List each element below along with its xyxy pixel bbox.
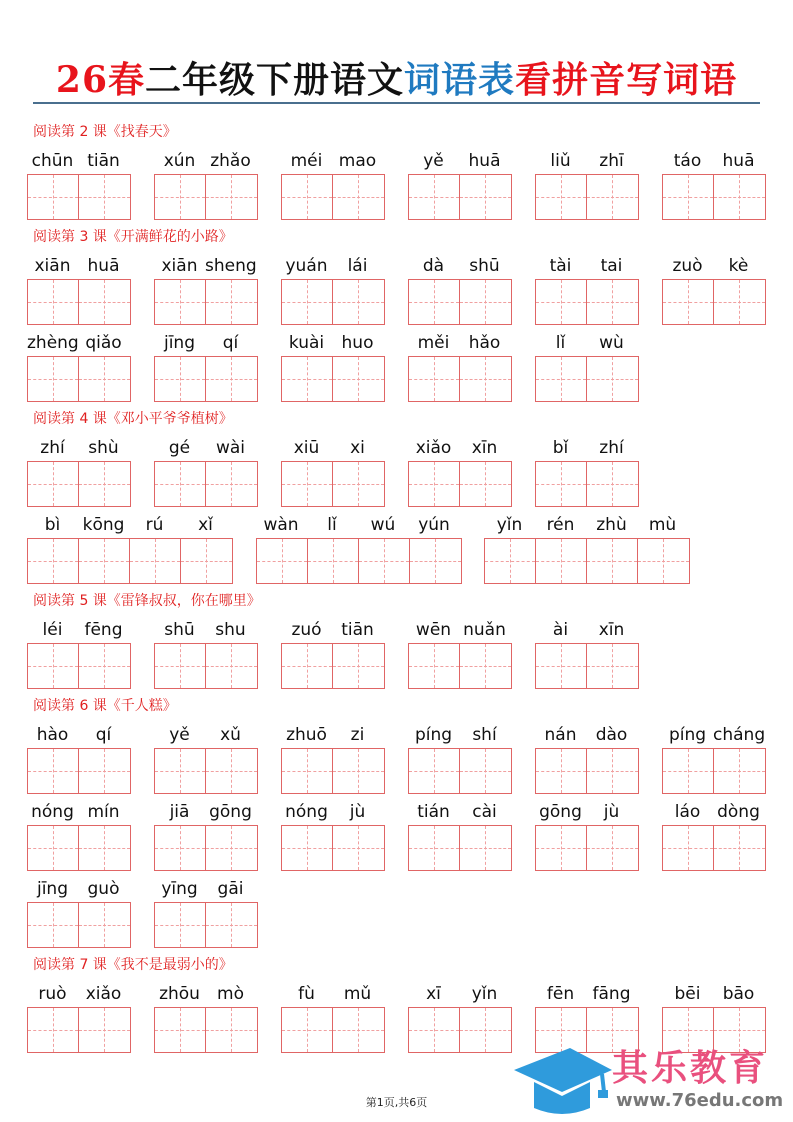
- tianzige-cell[interactable]: [130, 539, 181, 583]
- tianzige-cell[interactable]: [206, 175, 257, 219]
- writing-grid[interactable]: [408, 174, 512, 220]
- writing-grid[interactable]: [281, 279, 385, 325]
- tianzige-cell[interactable]: [28, 462, 79, 506]
- tianzige-cell[interactable]: [409, 462, 460, 506]
- pinyin: wàn: [263, 515, 299, 535]
- writing-grid[interactable]: [27, 643, 131, 689]
- tianzige-cell[interactable]: [587, 175, 638, 219]
- writing-grid[interactable]: [154, 1007, 258, 1053]
- writing-grid[interactable]: [535, 279, 639, 325]
- tianzige-cell[interactable]: [79, 280, 130, 324]
- pinyin: mò: [217, 984, 244, 1004]
- writing-grid[interactable]: [27, 356, 131, 402]
- tianzige-cell[interactable]: [536, 280, 587, 324]
- tianzige-cell[interactable]: [333, 644, 384, 688]
- pinyin: zhuō: [286, 725, 327, 745]
- pinyin: yún: [418, 515, 450, 535]
- tianzige-cell[interactable]: [28, 749, 79, 793]
- tianzige-cell[interactable]: [409, 749, 460, 793]
- tianzige-cell[interactable]: [587, 644, 638, 688]
- pinyin: léi: [42, 620, 63, 640]
- writing-grid[interactable]: [484, 538, 690, 584]
- pinyin: kuài: [288, 333, 325, 353]
- tianzige-cell[interactable]: [410, 539, 461, 583]
- pinyin: zi: [350, 725, 365, 745]
- pinyin: xiǎo: [85, 984, 122, 1004]
- tianzige-cell[interactable]: [587, 462, 638, 506]
- pinyin: yě: [169, 725, 190, 745]
- writing-grid[interactable]: [408, 356, 512, 402]
- pinyin: lái: [347, 256, 368, 276]
- tianzige-cell[interactable]: [282, 1008, 333, 1052]
- pinyin: xiān: [34, 256, 71, 276]
- writing-grid[interactable]: [27, 1007, 131, 1053]
- writing-grid[interactable]: [27, 825, 131, 871]
- writing-grid[interactable]: [535, 643, 639, 689]
- pinyin: xiān: [161, 256, 198, 276]
- pinyin: huā: [468, 151, 501, 171]
- tianzige-cell[interactable]: [638, 539, 689, 583]
- tianzige-cell[interactable]: [282, 280, 333, 324]
- tianzige-cell[interactable]: [409, 357, 460, 401]
- tianzige-cell[interactable]: [206, 357, 257, 401]
- writing-grid[interactable]: [154, 174, 258, 220]
- pinyin: yuán: [285, 256, 328, 276]
- pinyin: yīng: [161, 879, 198, 899]
- pinyin: rú: [145, 515, 164, 535]
- tianzige-cell[interactable]: [28, 644, 79, 688]
- pinyin: tai: [600, 256, 623, 276]
- tianzige-cell[interactable]: [409, 1008, 460, 1052]
- pinyin: xī: [426, 984, 441, 1004]
- pinyin: zhí: [40, 438, 65, 458]
- lesson-title: 阅读第 7 课《我不是最弱小的》: [33, 957, 233, 973]
- tianzige-cell[interactable]: [28, 1008, 79, 1052]
- pinyin: cài: [472, 802, 497, 822]
- pinyin: huā: [722, 151, 755, 171]
- pinyin: xún: [163, 151, 196, 171]
- tianzige-cell[interactable]: [155, 1008, 206, 1052]
- writing-grid[interactable]: [27, 174, 131, 220]
- pinyin: cháng: [713, 725, 766, 745]
- tianzige-cell[interactable]: [28, 903, 79, 947]
- pinyin: shū: [164, 620, 195, 640]
- tianzige-cell[interactable]: [181, 539, 232, 583]
- tianzige-cell[interactable]: [663, 826, 714, 870]
- tianzige-cell[interactable]: [282, 357, 333, 401]
- tianzige-cell[interactable]: [333, 1008, 384, 1052]
- pinyin: zuó: [291, 620, 322, 640]
- pinyin: guò: [87, 879, 120, 899]
- tianzige-cell[interactable]: [206, 280, 257, 324]
- tianzige-cell[interactable]: [587, 357, 638, 401]
- pinyin: tài: [549, 256, 572, 276]
- writing-grid[interactable]: [154, 356, 258, 402]
- pinyin: méi: [290, 151, 323, 171]
- tianzige-cell[interactable]: [587, 749, 638, 793]
- tianzige-cell[interactable]: [460, 644, 511, 688]
- tianzige-cell[interactable]: [460, 749, 511, 793]
- writing-grid[interactable]: [662, 748, 766, 794]
- pinyin: hǎo: [468, 333, 501, 353]
- tianzige-cell[interactable]: [79, 462, 130, 506]
- lesson-title: 阅读第 5 课《雷锋叔叔，你在哪里》: [33, 593, 261, 609]
- tianzige-cell[interactable]: [282, 175, 333, 219]
- writing-grid[interactable]: [154, 825, 258, 871]
- pinyin: lǐ: [327, 515, 337, 535]
- pinyin: wēn: [415, 620, 452, 640]
- tianzige-cell[interactable]: [587, 826, 638, 870]
- pinyin: mao: [338, 151, 377, 171]
- tianzige-cell[interactable]: [79, 1008, 130, 1052]
- pinyin: zhī: [599, 151, 624, 171]
- tianzige-cell[interactable]: [282, 462, 333, 506]
- tianzige-cell[interactable]: [206, 903, 257, 947]
- pinyin: xǔ: [220, 725, 241, 745]
- pinyin: fù: [298, 984, 315, 1004]
- tianzige-cell[interactable]: [460, 280, 511, 324]
- tianzige-cell[interactable]: [536, 749, 587, 793]
- tianzige-cell[interactable]: [79, 749, 130, 793]
- tianzige-cell[interactable]: [359, 539, 410, 583]
- pinyin: yě: [423, 151, 444, 171]
- pinyin: huo: [341, 333, 374, 353]
- tianzige-cell[interactable]: [79, 539, 130, 583]
- tianzige-cell[interactable]: [333, 175, 384, 219]
- tianzige-cell[interactable]: [536, 539, 587, 583]
- tianzige-cell[interactable]: [409, 175, 460, 219]
- pinyin: qí: [95, 725, 112, 745]
- writing-grid[interactable]: [408, 1007, 512, 1053]
- writing-grid[interactable]: [154, 902, 258, 948]
- tianzige-cell[interactable]: [333, 462, 384, 506]
- tianzige-cell[interactable]: [308, 539, 359, 583]
- tianzige-cell[interactable]: [28, 539, 79, 583]
- pinyin: zhōu: [159, 984, 200, 1004]
- pinyin: nóng: [31, 802, 74, 822]
- writing-grid[interactable]: [27, 279, 131, 325]
- tianzige-cell[interactable]: [485, 539, 536, 583]
- tianzige-cell[interactable]: [536, 357, 587, 401]
- tianzige-cell[interactable]: [155, 903, 206, 947]
- title-divider: [33, 102, 760, 104]
- pinyin: lǐ: [555, 333, 566, 353]
- writing-grid[interactable]: [662, 279, 766, 325]
- writing-grid[interactable]: [535, 356, 639, 402]
- pinyin: xiǎo: [415, 438, 452, 458]
- tianzige-cell[interactable]: [155, 462, 206, 506]
- writing-grid[interactable]: [535, 748, 639, 794]
- pinyin: mín: [87, 802, 120, 822]
- pinyin: táo: [673, 151, 702, 171]
- pinyin: nán: [544, 725, 577, 745]
- writing-grid[interactable]: [281, 461, 385, 507]
- writing-grid[interactable]: [535, 461, 639, 507]
- pinyin: dào: [595, 725, 628, 745]
- pinyin: bēi: [674, 984, 701, 1004]
- writing-grid[interactable]: [281, 174, 385, 220]
- tianzige-cell[interactable]: [460, 462, 511, 506]
- pinyin: láo: [674, 802, 701, 822]
- pinyin: yǐn: [496, 515, 523, 535]
- tianzige-cell[interactable]: [206, 826, 257, 870]
- pinyin: xiū: [293, 438, 320, 458]
- tianzige-cell[interactable]: [28, 357, 79, 401]
- pinyin: chūn: [31, 151, 74, 171]
- pinyin: jīng: [163, 333, 195, 353]
- pinyin: nóng: [285, 802, 328, 822]
- writing-grid[interactable]: [408, 461, 512, 507]
- tianzige-cell[interactable]: [714, 175, 765, 219]
- tianzige-cell[interactable]: [79, 357, 130, 401]
- pinyin: hào: [36, 725, 69, 745]
- pinyin: zhù: [596, 515, 627, 535]
- tianzige-cell[interactable]: [79, 903, 130, 947]
- tianzige-cell[interactable]: [333, 826, 384, 870]
- pinyin: gōng: [209, 802, 252, 822]
- writing-grid[interactable]: [27, 748, 131, 794]
- pinyin: zuò: [672, 256, 703, 276]
- pinyin: kè: [728, 256, 749, 276]
- tianzige-cell[interactable]: [663, 175, 714, 219]
- tianzige-cell[interactable]: [587, 539, 638, 583]
- tianzige-cell[interactable]: [409, 826, 460, 870]
- writing-grid[interactable]: [281, 748, 385, 794]
- pinyin: dòng: [717, 802, 760, 822]
- tianzige-cell[interactable]: [79, 175, 130, 219]
- tianzige-cell[interactable]: [536, 462, 587, 506]
- pinyin: bì: [44, 515, 61, 535]
- pinyin: xi: [350, 438, 365, 458]
- writing-grid[interactable]: [408, 748, 512, 794]
- pinyin: jiā: [169, 802, 190, 822]
- writing-grid[interactable]: [281, 356, 385, 402]
- pinyin: píng: [668, 725, 707, 745]
- pinyin: wài: [215, 438, 246, 458]
- pinyin: ài: [552, 620, 569, 640]
- pinyin: xǐ: [198, 515, 213, 535]
- pinyin: zhǎo: [210, 151, 251, 171]
- tianzige-cell[interactable]: [333, 280, 384, 324]
- pinyin: tiān: [87, 151, 120, 171]
- lesson-title: 阅读第 6 课《千人糕》: [33, 698, 177, 714]
- tianzige-cell[interactable]: [714, 826, 765, 870]
- pinyin: zhí: [599, 438, 624, 458]
- pinyin: shí: [472, 725, 497, 745]
- pinyin: fēn: [546, 984, 575, 1004]
- pinyin: bǐ: [552, 438, 569, 458]
- lesson-title: 阅读第 4 课《邓小平爷爷植树》: [33, 411, 233, 427]
- pinyin: fēng: [84, 620, 123, 640]
- pinyin: shu: [215, 620, 246, 640]
- tianzige-cell[interactable]: [155, 749, 206, 793]
- writing-grid[interactable]: [662, 174, 766, 220]
- logo-name: 其乐教育: [612, 1048, 769, 1089]
- lesson-title: 阅读第 2 课《找春天》: [33, 124, 177, 140]
- tianzige-cell[interactable]: [257, 539, 308, 583]
- pinyin: ruò: [38, 984, 67, 1004]
- writing-grid[interactable]: [535, 174, 639, 220]
- writing-grid[interactable]: [408, 643, 512, 689]
- tianzige-cell[interactable]: [663, 280, 714, 324]
- pinyin: měi: [417, 333, 450, 353]
- tianzige-cell[interactable]: [536, 826, 587, 870]
- tianzige-cell[interactable]: [714, 749, 765, 793]
- tianzige-cell[interactable]: [155, 357, 206, 401]
- tianzige-cell[interactable]: [282, 749, 333, 793]
- tianzige-cell[interactable]: [282, 826, 333, 870]
- pinyin: gāi: [217, 879, 244, 899]
- pinyin: sheng: [205, 256, 257, 276]
- tianzige-cell[interactable]: [460, 826, 511, 870]
- pinyin: huā: [87, 256, 120, 276]
- logo-url: www.76edu.com: [616, 1090, 784, 1111]
- pinyin: gé: [168, 438, 191, 458]
- tianzige-cell[interactable]: [282, 644, 333, 688]
- tianzige-cell[interactable]: [155, 175, 206, 219]
- tianzige-cell[interactable]: [333, 357, 384, 401]
- tianzige-cell[interactable]: [206, 749, 257, 793]
- pinyin: qiǎo: [85, 333, 122, 353]
- writing-grid[interactable]: [154, 748, 258, 794]
- tianzige-cell[interactable]: [536, 644, 587, 688]
- tianzige-cell[interactable]: [206, 462, 257, 506]
- pinyin: wù: [599, 333, 624, 353]
- pinyin: mù: [648, 515, 677, 535]
- tianzige-cell[interactable]: [206, 1008, 257, 1052]
- writing-grid[interactable]: [662, 825, 766, 871]
- tianzige-cell[interactable]: [409, 280, 460, 324]
- pinyin: xīn: [598, 620, 625, 640]
- pinyin: rén: [546, 515, 575, 535]
- pinyin: jù: [349, 802, 366, 822]
- writing-grid[interactable]: [27, 461, 131, 507]
- tianzige-cell[interactable]: [663, 749, 714, 793]
- pinyin: zhèng: [27, 333, 79, 353]
- pinyin: shù: [88, 438, 119, 458]
- tianzige-cell[interactable]: [714, 280, 765, 324]
- tianzige-cell[interactable]: [460, 175, 511, 219]
- pinyin: tiān: [341, 620, 374, 640]
- pinyin: fāng: [592, 984, 631, 1004]
- writing-grid[interactable]: [154, 461, 258, 507]
- pinyin: kōng: [82, 515, 125, 535]
- tianzige-cell[interactable]: [206, 644, 257, 688]
- tianzige-cell[interactable]: [28, 280, 79, 324]
- writing-grid[interactable]: [154, 643, 258, 689]
- tianzige-cell[interactable]: [587, 280, 638, 324]
- tianzige-cell[interactable]: [155, 644, 206, 688]
- tianzige-cell[interactable]: [333, 749, 384, 793]
- pinyin: jīng: [36, 879, 68, 899]
- writing-grid[interactable]: [408, 279, 512, 325]
- writing-grid[interactable]: [256, 538, 462, 584]
- writing-grid[interactable]: [281, 1007, 385, 1053]
- pinyin: bāo: [722, 984, 755, 1004]
- writing-grid[interactable]: [281, 643, 385, 689]
- pinyin: jù: [603, 802, 620, 822]
- pinyin: qí: [222, 333, 239, 353]
- pinyin: xīn: [471, 438, 498, 458]
- pinyin: mǔ: [343, 984, 372, 1004]
- pinyin: yǐn: [471, 984, 498, 1004]
- page-title: 26春二年级下册语文词语表看拼音写词语: [55, 59, 738, 101]
- pinyin: nuǎn: [463, 620, 506, 640]
- writing-grid[interactable]: [27, 538, 233, 584]
- writing-grid[interactable]: [408, 825, 512, 871]
- writing-grid[interactable]: [154, 279, 258, 325]
- pinyin: dà: [422, 256, 445, 276]
- pinyin: wú: [370, 515, 396, 535]
- tianzige-cell[interactable]: [79, 826, 130, 870]
- tianzige-cell[interactable]: [409, 644, 460, 688]
- lesson-title: 阅读第 3 课《开满鲜花的小路》: [33, 229, 233, 245]
- tianzige-cell[interactable]: [79, 644, 130, 688]
- tianzige-cell[interactable]: [155, 280, 206, 324]
- pinyin: liǔ: [550, 151, 571, 171]
- tianzige-cell[interactable]: [28, 175, 79, 219]
- pinyin: tián: [417, 802, 450, 822]
- writing-grid[interactable]: [27, 902, 131, 948]
- tianzige-cell[interactable]: [460, 1008, 511, 1052]
- tianzige-cell[interactable]: [536, 175, 587, 219]
- pinyin: píng: [414, 725, 453, 745]
- tianzige-cell[interactable]: [460, 357, 511, 401]
- pinyin: gōng: [539, 802, 582, 822]
- pinyin: shū: [469, 256, 500, 276]
- writing-grid[interactable]: [281, 825, 385, 871]
- tianzige-cell[interactable]: [28, 826, 79, 870]
- writing-grid[interactable]: [535, 825, 639, 871]
- tianzige-cell[interactable]: [155, 826, 206, 870]
- page-number: 第1页,共6页: [365, 1096, 428, 1109]
